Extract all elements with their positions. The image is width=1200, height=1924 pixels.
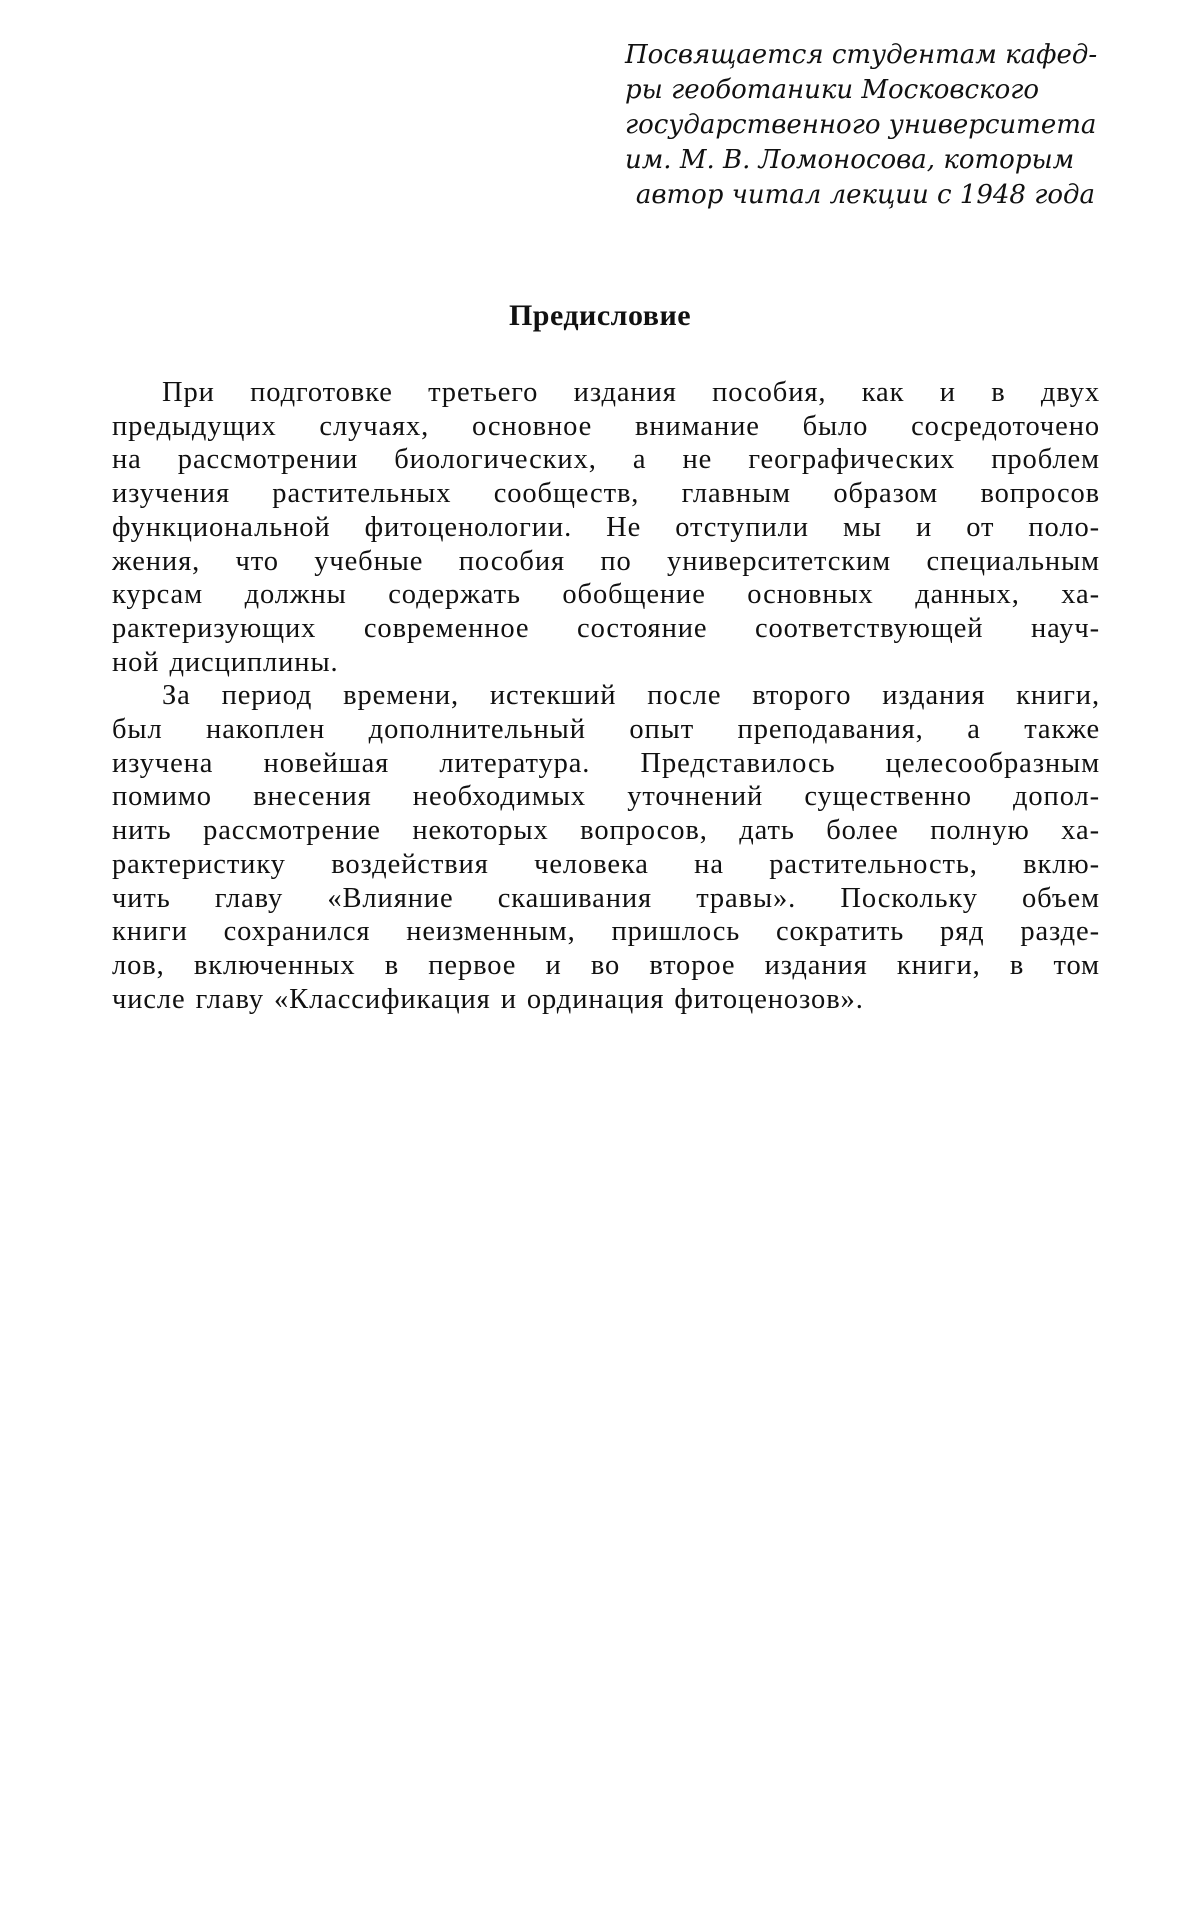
text-line: предыдущих случаях, основное внимание было сосредоточено: [112, 410, 1100, 442]
text-line: книги сохранился неизменным, пришлось сократить ряд разде-: [112, 916, 1100, 948]
text-line: нить рассмотрение некоторых вопросов, дать более полную ха-: [112, 815, 1100, 847]
text-line: лов, включенных в первое и во второе издания книги, в том: [112, 949, 1100, 981]
dedication-line: ры геоботаники Московского: [625, 75, 1040, 105]
text-line: помимо внесения необходимых уточнений существенно допол-: [112, 781, 1100, 813]
text-line: рактеристику воздействия человека на растительность, вклю-: [112, 848, 1100, 880]
text-line: При подготовке третьего издания пособия, как и в двух: [162, 377, 1100, 408]
text-line: ной дисциплины.: [112, 646, 339, 678]
dedication-line: им. М. В. Ломоносова, которым: [625, 145, 1075, 175]
text-line: курсам должны содержать обобщение основных данных, ха-: [112, 579, 1100, 611]
text-line: чить главу «Влияние скашивания травы». Поскольку объем: [112, 882, 1100, 914]
text-line: За период времени, истекший после второго издания книги,: [162, 680, 1100, 712]
section-heading: Предисловие: [508, 299, 692, 332]
text-line: был накоплен дополнительный опыт преподавания, а также: [112, 714, 1100, 746]
paragraph-1: [112, 376, 1100, 679]
text-line: изучена новейшая литература. Представилось целесообразным: [112, 747, 1100, 779]
text-line: жения, что учебные пособия по университетским специальным: [112, 545, 1100, 577]
paragraph-2: [112, 679, 1100, 1016]
dedication-epigraph: [625, 38, 1098, 213]
dedication-line: Посвящается студентам кафед-: [625, 40, 1098, 70]
dedication-line: автор читал лекции с 1948 года: [635, 180, 1095, 210]
preface-body: [112, 376, 1100, 1016]
text-line: на рассмотрении биологических, а не географических проблем: [112, 444, 1100, 476]
text-line: рактеризующих современное состояние соответствующей науч-: [112, 612, 1100, 644]
dedication-line: государственного университета: [625, 110, 1097, 140]
text-line: функциональной фитоценологии. Не отступили мы и от поло-: [112, 511, 1100, 543]
text-line: числе главу «Классификация и ординация фитоценозов».: [112, 983, 864, 1015]
text-line: изучения растительных сообществ, главным образом вопросов: [112, 478, 1100, 510]
